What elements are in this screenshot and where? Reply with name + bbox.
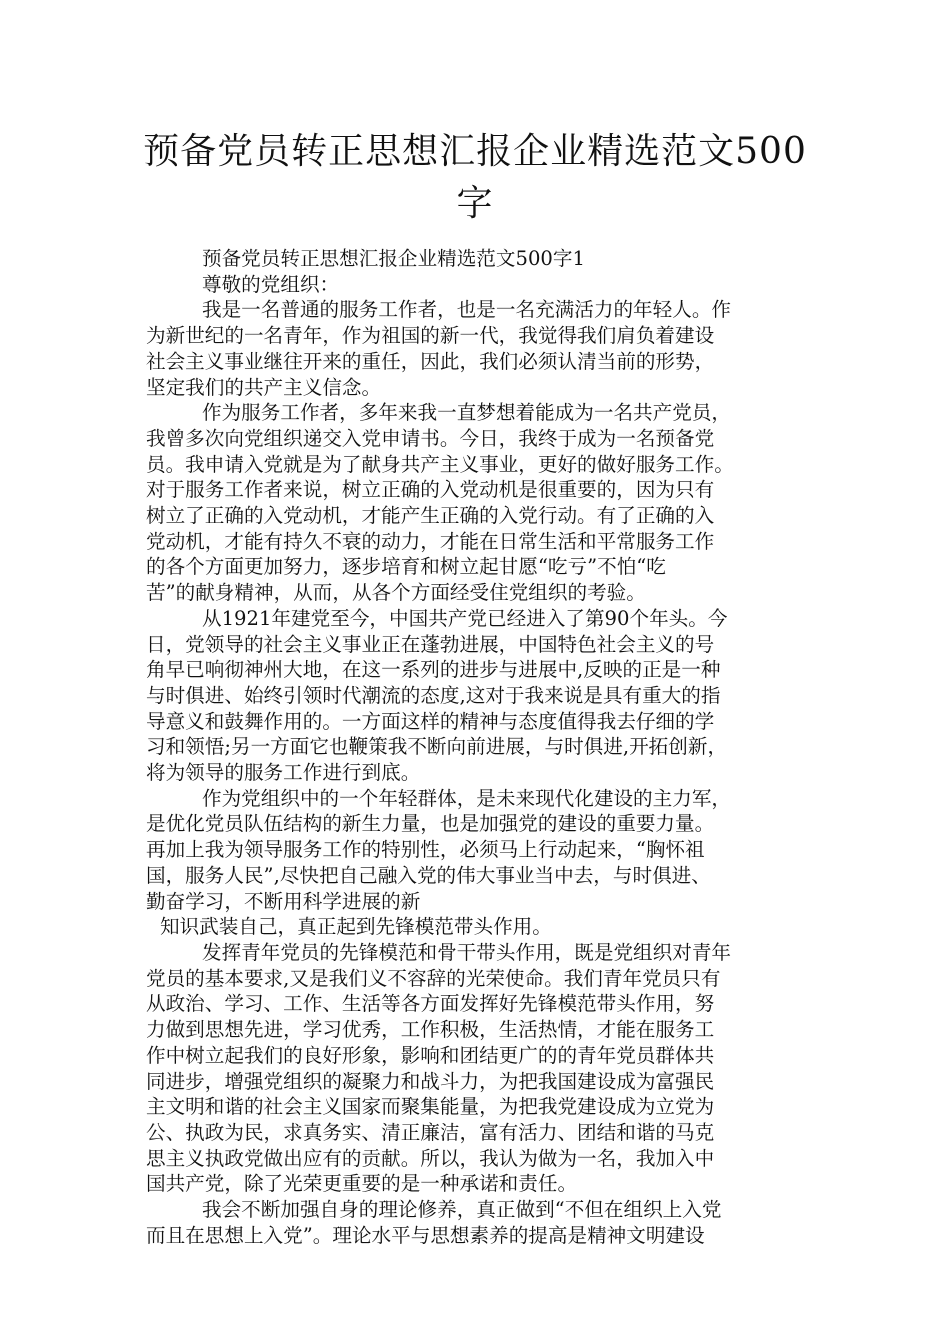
text-line: 党动机，才能有持久不衰的动力，才能在日常生活和平常服务工作 bbox=[146, 529, 715, 553]
text-line: 导意义和鼓舞作用的。一方面这样的精神与态度值得我去仔细的学 bbox=[146, 709, 715, 733]
document-subtitle: 预备党员转正思想汇报企业精选范文500字1 bbox=[202, 247, 585, 270]
paragraph-5 bbox=[146, 914, 806, 940]
text-line: 坚定我们的共产主义信念。 bbox=[146, 375, 382, 399]
paragraph-4 bbox=[146, 786, 806, 915]
text-line: 对于服务工作者来说，树立正确的入党动机是很重要的，因为只有 bbox=[146, 478, 715, 502]
text-line: 苦”的献身精神，从而，从各个方面经受住党组织的考验。 bbox=[146, 581, 646, 605]
text-line: 从1921年建党至今，中国共产党已经进入了第90个年头。今 bbox=[202, 606, 728, 630]
text-line: 主文明和谐的社会主义国家而聚集能量，为把我党建设成为立党为 bbox=[146, 1095, 715, 1119]
text-line: 的各个方面更加努力，逐步培育和树立起甘愿“吃亏”不怕“吃 bbox=[146, 555, 666, 579]
text-line: 知识武装自己，真正起到先锋模范带头作用。 bbox=[160, 915, 552, 939]
text-line: 力做到思想先进，学习优秀，工作积极，生活热情，才能在服务工 bbox=[146, 1018, 715, 1042]
text-line: 我会不断加强自身的理论修养，真正做到“不但在组织上入党 bbox=[202, 1198, 722, 1222]
text-line: 同进步，增强党组织的凝聚力和战斗力，为把我国建设成为富强民 bbox=[146, 1069, 715, 1093]
text-line: 员。我申请入党就是为了献身共产主义事业，更好的做好服务工作。 bbox=[146, 452, 734, 476]
text-line: 国共产党，除了光荣更重要的是一种承诺和责任。 bbox=[146, 1172, 578, 1196]
text-line: 树立了正确的入党动机，才能产生正确的入党行动。有了正确的入 bbox=[146, 504, 715, 528]
text-line: 作中树立起我们的良好形象，影响和团结更广的的青年党员群体共 bbox=[146, 1043, 715, 1067]
text-line: 日，党领导的社会主义事业正在蓬勃进展，中国特色社会主义的号 bbox=[146, 632, 715, 656]
paragraph-2 bbox=[146, 400, 806, 606]
text-line: 作为党组织中的一个年轻群体，是未来现代化建设的主力军， bbox=[202, 786, 732, 810]
text-line: 公、执政为民，求真务实、清正廉洁，富有活力、团结和谐的马克 bbox=[146, 1120, 715, 1144]
paragraph-7 bbox=[146, 1197, 806, 1248]
text-line: 习和领悟;另一方面它也鞭策我不断向前进展，与时俱进,开拓创新， bbox=[146, 735, 728, 759]
text-line: 为新世纪的一名青年，作为祖国的新一代，我觉得我们肩负着建设 bbox=[146, 324, 715, 348]
text-line: 我曾多次向党组织递交入党申请书。今日，我终于成为一名预备党 bbox=[146, 426, 715, 450]
document-title bbox=[120, 126, 830, 230]
document-body bbox=[146, 246, 806, 1248]
text-line: 与时俱进、始终引领时代潮流的态度,这对于我来说是具有重大的指 bbox=[146, 683, 721, 707]
text-line: 角早已响彻神州大地，在这一系列的进步与进展中,反映的正是一种 bbox=[146, 658, 721, 682]
text-line: 而且在思想上入党”。理论水平与思想素养的提高是精神文明建设 bbox=[146, 1223, 705, 1247]
paragraph-1 bbox=[146, 297, 806, 400]
salutation: 尊敬的党组织： bbox=[202, 272, 340, 296]
paragraph-6 bbox=[146, 940, 806, 1197]
text-line: 从政治、学习、工作、生活等各方面发挥好先锋模范带头作用，努 bbox=[146, 992, 715, 1016]
paragraph-3 bbox=[146, 606, 806, 786]
title-line: 预备党员转正思想汇报企业精选范文500 bbox=[143, 131, 807, 172]
text-line: 社会主义事业继往开来的重任，因此，我们必须认清当前的形势， bbox=[146, 349, 715, 373]
title-line: 字 bbox=[456, 183, 494, 224]
text-line: 党员的基本要求,又是我们义不容辞的光荣使命。我们青年党员只有 bbox=[146, 966, 721, 990]
text-line: 我是一名普通的服务工作者，也是一名充满活力的年轻人。作 bbox=[202, 298, 732, 322]
text-line: 国，服务人民”,尽快把自己融入党的伟大事业当中去，与时俱进、 bbox=[146, 863, 711, 887]
text-line: 勤奋学习，不断用科学进展的新 bbox=[146, 889, 421, 913]
text-line: 将为领导的服务工作进行到底。 bbox=[146, 761, 421, 785]
text-line: 发挥青年党员的先锋模范和骨干带头作用，既是党组织对青年 bbox=[202, 940, 732, 964]
text-line: 是优化党员队伍结构的新生力量，也是加强党的建设的重要力量。 bbox=[146, 812, 715, 836]
text-line: 思主义执政党做出应有的贡献。所以，我认为做为一名，我加入中 bbox=[146, 1146, 715, 1170]
text-line: 再加上我为领导服务工作的特别性，必须马上行动起来，“胸怀祖 bbox=[146, 838, 705, 862]
text-line: 作为服务工作者，多年来我一直梦想着能成为一名共产党员， bbox=[202, 401, 732, 425]
